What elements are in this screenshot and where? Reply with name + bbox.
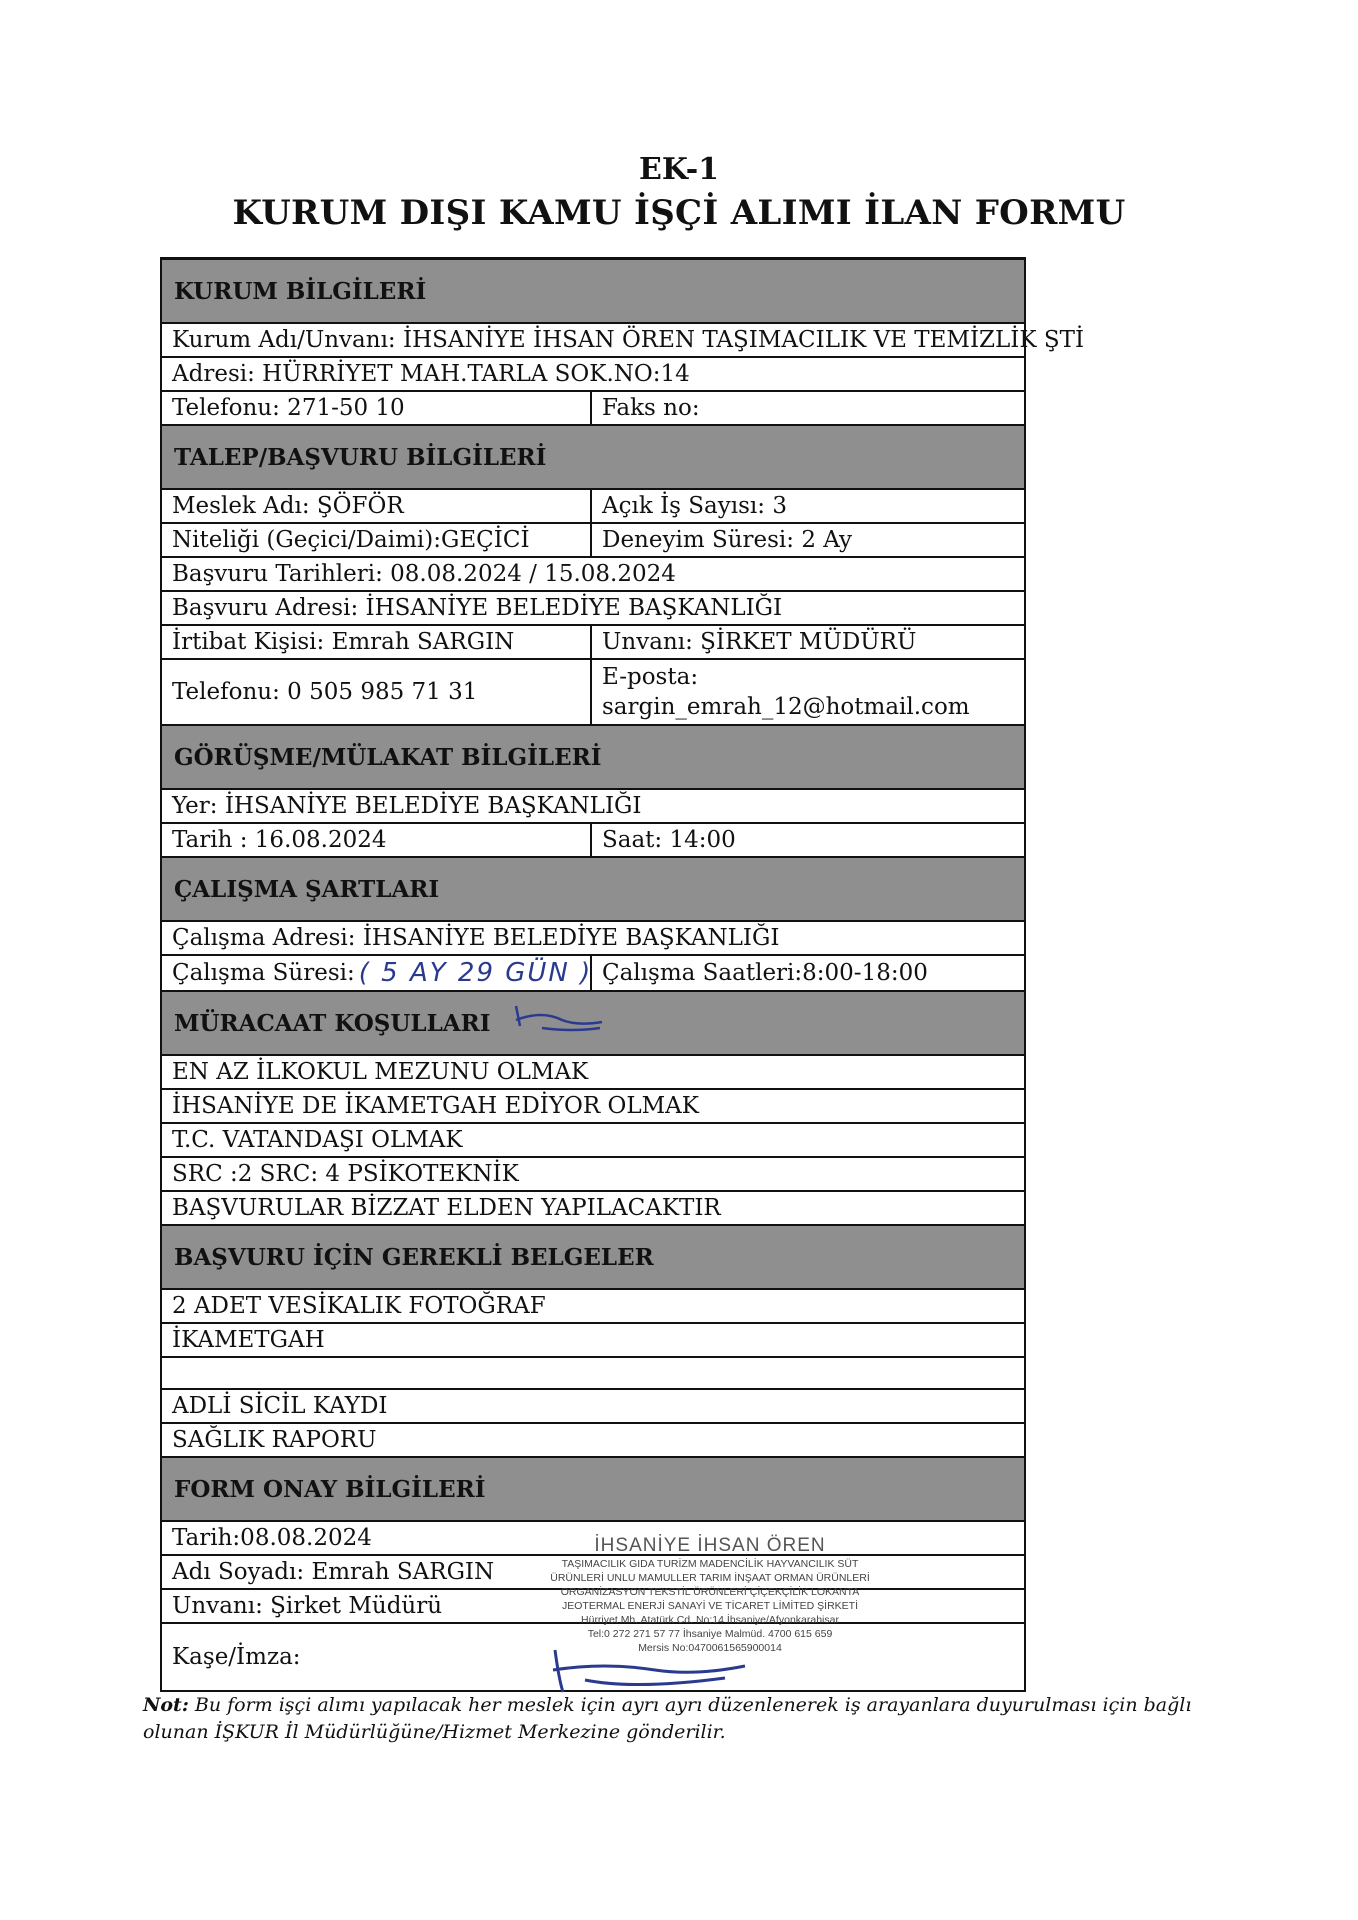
stamp-line: Tel:0 272 271 57 77 İhsaniye Malmüd. 4700 615 659 xyxy=(587,1628,833,1640)
kurum-telefon-row xyxy=(162,392,1024,426)
kurum-faks: Faks no: xyxy=(602,395,700,421)
section-gorusme-title: GÖRÜŞME/MÜLAKAT BİLGİLERİ xyxy=(162,726,1024,790)
list-item xyxy=(162,1390,1024,1424)
belge-item xyxy=(162,1358,1024,1388)
basvuru-adresi: Başvuru Adresi: İHSANİYE BELEDİYE BAŞKANLIĞI xyxy=(172,595,783,621)
section-muracaat-title: MÜRACAAT KOŞULLARI xyxy=(162,992,1024,1056)
kurum-adres-row xyxy=(162,358,1024,392)
onay-unvani: Unvanı: Şirket Müdürü xyxy=(172,1593,443,1619)
kurum-adi: Kurum Adı/Unvanı: İHSANİYE İHSAN ÖREN TAŞIMACILIK VE TEMİZLİK ŞTİ xyxy=(172,327,1085,353)
stamp-line: TAŞIMACILIK GIDA TURİZM MADENCİLİK HAYVANCILIK SÜT xyxy=(561,1558,859,1570)
form-table xyxy=(160,257,1085,1692)
belge-item: ADLİ SİCİL KAYDI xyxy=(172,1393,388,1419)
stamp-line: Mersis No:0470061565900014 xyxy=(638,1642,782,1654)
kurum-adi-row xyxy=(162,324,1085,358)
note-label: Not: xyxy=(143,1694,189,1716)
meslek-adi: Meslek Adı: ŞÖFÖR xyxy=(162,490,592,522)
annex-label: EK-1 xyxy=(638,152,720,187)
onay-adi-soyadi: Adı Soyadı: Emrah SARGIN xyxy=(172,1559,495,1585)
deneyim-suresi: Deneyim Süresi: 2 Ay xyxy=(602,527,852,553)
basvuru-tarihleri-row xyxy=(162,558,1024,592)
list-item-empty xyxy=(162,1358,1024,1390)
acik-is-sayisi: Açık İş Sayısı: 3 xyxy=(602,493,787,519)
list-item xyxy=(162,1324,1024,1358)
initials-graphic xyxy=(512,1000,607,1035)
company-stamp xyxy=(510,1535,910,1655)
stamp-title: İHSANİYE İHSAN ÖREN xyxy=(594,1535,826,1556)
list-item xyxy=(162,1424,1024,1458)
gorusme-yer: Yer: İHSANİYE BELEDİYE BAŞKANLIĞI xyxy=(172,793,642,819)
signature-graphic xyxy=(545,1640,755,1695)
gorusme-tarih-row xyxy=(162,824,1024,858)
section-belgeler-title: BAŞVURU İÇİN GEREKLİ BELGELER xyxy=(162,1226,1024,1290)
belge-item: 2 ADET VESİKALIK FOTOĞRAF xyxy=(172,1293,546,1319)
section-calisma-title: ÇALIŞMA ŞARTLARI xyxy=(162,858,1024,922)
irtibat-row xyxy=(162,626,1024,660)
basvuru-tarihleri: Başvuru Tarihleri: 08.08.2024 / 15.08.2024 xyxy=(172,561,676,587)
onay-tarih: Tarih:08.08.2024 xyxy=(172,1525,372,1551)
muracaat-item: SRC :2 SRC: 4 PSİKOTEKNİK xyxy=(172,1161,519,1187)
stamp-line: ORGANİZASYON TEKSTİL ÜRÜNLERİ ÇİÇEKÇİLİK LOKANTA xyxy=(560,1586,860,1598)
kurum-adres: Adresi: HÜRRİYET MAH.TARLA SOK.NO:14 xyxy=(172,361,690,387)
calisma-adresi: Çalışma Adresi: İHSANİYE BELEDİYE BAŞKANLIĞI xyxy=(172,925,780,951)
irtibat-kisisi: İrtibat Kişisi: Emrah SARGIN xyxy=(162,626,592,658)
iletisim-row xyxy=(162,660,1024,726)
calisma-adres-row xyxy=(162,922,1024,956)
belge-item: SAĞLIK RAPORU xyxy=(172,1427,377,1453)
muracaat-item: BAŞVURULAR BİZZAT ELDEN YAPILACAKTIR xyxy=(172,1195,721,1221)
gorusme-tarih: Tarih : 16.08.2024 xyxy=(162,824,592,856)
list-item xyxy=(162,1192,1024,1226)
stamp-line: Hürriyet Mh. Atatürk Cd. No:14 İhsaniye/Afyonkarahisar xyxy=(581,1614,839,1626)
kurum-telefon: Telefonu: 271-50 10 xyxy=(162,392,592,424)
list-item xyxy=(162,1056,1024,1090)
document-header xyxy=(0,150,1358,236)
calisma-saatleri: Çalışma Saatleri:8:00-18:00 xyxy=(602,960,928,986)
form-title: KURUM DIŞI KAMU İŞÇİ ALIMI İLAN FORMU xyxy=(232,193,1126,233)
calisma-sure-row xyxy=(162,956,1024,992)
niteligi: Niteliği (Geçici/Daimi):GEÇİCİ xyxy=(162,524,592,556)
stamp-line: JEOTERMAL ENERJİ SANAYİ VE TİCARET LİMİTED ŞİRKETİ xyxy=(561,1600,858,1612)
note-text: Bu form işçi alımı yapılacak her meslek için ayrı ayrı düzenlenerek iş arayanlara duyurulması için bağlı olunan İŞKUR İl Müdürlüğüne/Hizmet Merkezine gönderilir. xyxy=(143,1694,1192,1743)
gorusme-yer-row xyxy=(162,790,1024,824)
irtibat-unvani: Unvanı: ŞİRKET MÜDÜRÜ xyxy=(602,629,917,655)
eposta-cell xyxy=(592,660,1024,724)
list-item xyxy=(162,1124,1024,1158)
kase-imza: Kaşe/İmza: xyxy=(172,1644,301,1670)
stamp-line: ÜRÜNLERİ UNLU MAMULLER TARIM İNŞAAT ORMAN ÜRÜNLERİ xyxy=(550,1572,870,1584)
eposta-label: E-posta: xyxy=(602,664,699,690)
irtibat-telefonu: Telefonu: 0 505 985 71 31 xyxy=(162,660,592,724)
muracaat-item: İHSANİYE DE İKAMETGAH EDİYOR OLMAK xyxy=(172,1093,699,1119)
section-kurum-title: KURUM BİLGİLERİ xyxy=(162,260,1024,324)
basvuru-adresi-row xyxy=(162,592,1024,626)
section-onay-title: FORM ONAY BİLGİLERİ xyxy=(162,1458,1024,1522)
list-item xyxy=(162,1290,1024,1324)
gorusme-saat: Saat: 14:00 xyxy=(602,827,736,853)
list-item xyxy=(162,1158,1024,1192)
nitelik-row xyxy=(162,524,1024,558)
belge-item: İKAMETGAH xyxy=(172,1327,325,1353)
muracaat-item: EN AZ İLKOKUL MEZUNU OLMAK xyxy=(172,1059,589,1085)
calisma-suresi-label: Çalışma Süresi: xyxy=(172,960,355,986)
calisma-suresi-handwritten: ( 5 AY 29 GÜN ) xyxy=(358,958,593,988)
calisma-suresi-cell xyxy=(162,956,592,990)
meslek-row xyxy=(162,490,1024,524)
muracaat-item: T.C. VATANDAŞI OLMAK xyxy=(172,1127,463,1153)
footer-note xyxy=(143,1692,1203,1746)
eposta-value: sargin_emrah_12@hotmail.com xyxy=(602,694,970,720)
list-item xyxy=(162,1090,1024,1124)
section-talep-title: TALEP/BAŞVURU BİLGİLERİ xyxy=(162,426,1024,490)
